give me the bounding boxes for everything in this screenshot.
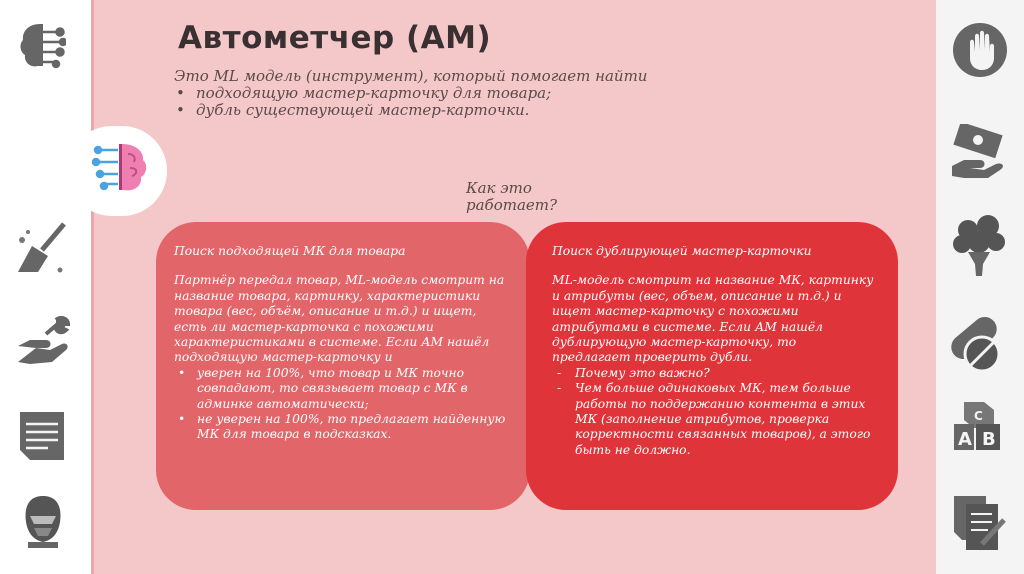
card-list-item: • уверен на 100%, что товар и МК точно совпадают, то связывает товар с МК в админке автоматически; bbox=[174, 366, 510, 412]
card-list-item: - Чем больше одинаковых МК, тем больше работы по поддержанию контента в этих МК (заполнение атрибутов, проверка корректности связанных товаров), а этого быть не должно. bbox=[552, 381, 878, 458]
abc-blocks-icon[interactable] bbox=[950, 398, 1006, 456]
card-heading: Поиск дублирующей мастер-карточки bbox=[552, 244, 812, 258]
flower-bouquet-icon[interactable] bbox=[950, 212, 1008, 278]
slide-edge bbox=[91, 0, 94, 574]
intro-text: Это ML модель (инструмент), который помогает найти bbox=[174, 67, 648, 85]
intro-list bbox=[174, 85, 734, 119]
left-icon-strip bbox=[0, 0, 88, 574]
intro-item: • дубль существующей мастер-карточки. bbox=[174, 102, 734, 119]
card-body: Партнёр передал товар, ML-модель смотрит на название товара, картинку, характеристики товара (вес, объём, описание и т.д.) и ищет, есть ли мастер-карточка с похожими характеристиками в системе. Если АМ нашёл подходящую мастер-карточку и bbox=[174, 273, 505, 365]
money-hand-icon[interactable] bbox=[950, 124, 1008, 180]
broom-icon[interactable] bbox=[14, 222, 70, 274]
intro-item: • подходящую мастер-карточку для товара; bbox=[174, 85, 734, 102]
document-edit-icon[interactable] bbox=[952, 490, 1008, 552]
right-icon-strip bbox=[936, 0, 1024, 574]
card-list-item: - Почему это важно? bbox=[552, 366, 878, 381]
slide-title: Автометчер (АМ) bbox=[178, 20, 492, 56]
card-list bbox=[552, 366, 878, 458]
pills-icon[interactable] bbox=[946, 312, 1006, 374]
brain-circuit-color-icon[interactable] bbox=[92, 140, 152, 196]
card-heading: Поиск подходящей МК для товара bbox=[174, 244, 406, 258]
intro-block bbox=[174, 68, 734, 119]
how-it-works-label: Как это работает? bbox=[466, 179, 558, 214]
duplicate-card-panel bbox=[526, 222, 898, 510]
matching-card-panel bbox=[156, 222, 530, 510]
card-list bbox=[174, 366, 510, 443]
document-icon[interactable] bbox=[18, 410, 66, 462]
brain-circuit-icon[interactable] bbox=[18, 20, 66, 74]
svg-text:B: B bbox=[982, 429, 996, 450]
card-body: ML-модель смотрит на название МК, картинку и атрибуты (вес, объем, описание и т.д.) и ищет мастер-карточку с похожими атрибутами в системе. Если АМ нашёл дублирующую мастер-карточку, то предлагает проверить дубли. bbox=[552, 273, 874, 365]
card-list-item: • не уверен на 100%, то предлагает найденную МК для товара в подсказках. bbox=[174, 412, 510, 443]
svg-text:A: A bbox=[958, 429, 972, 450]
svg-text:C: C bbox=[974, 409, 983, 423]
robot-head-icon[interactable] bbox=[20, 494, 66, 550]
wrench-hand-icon[interactable] bbox=[16, 316, 72, 368]
stop-hand-icon[interactable] bbox=[952, 22, 1008, 78]
